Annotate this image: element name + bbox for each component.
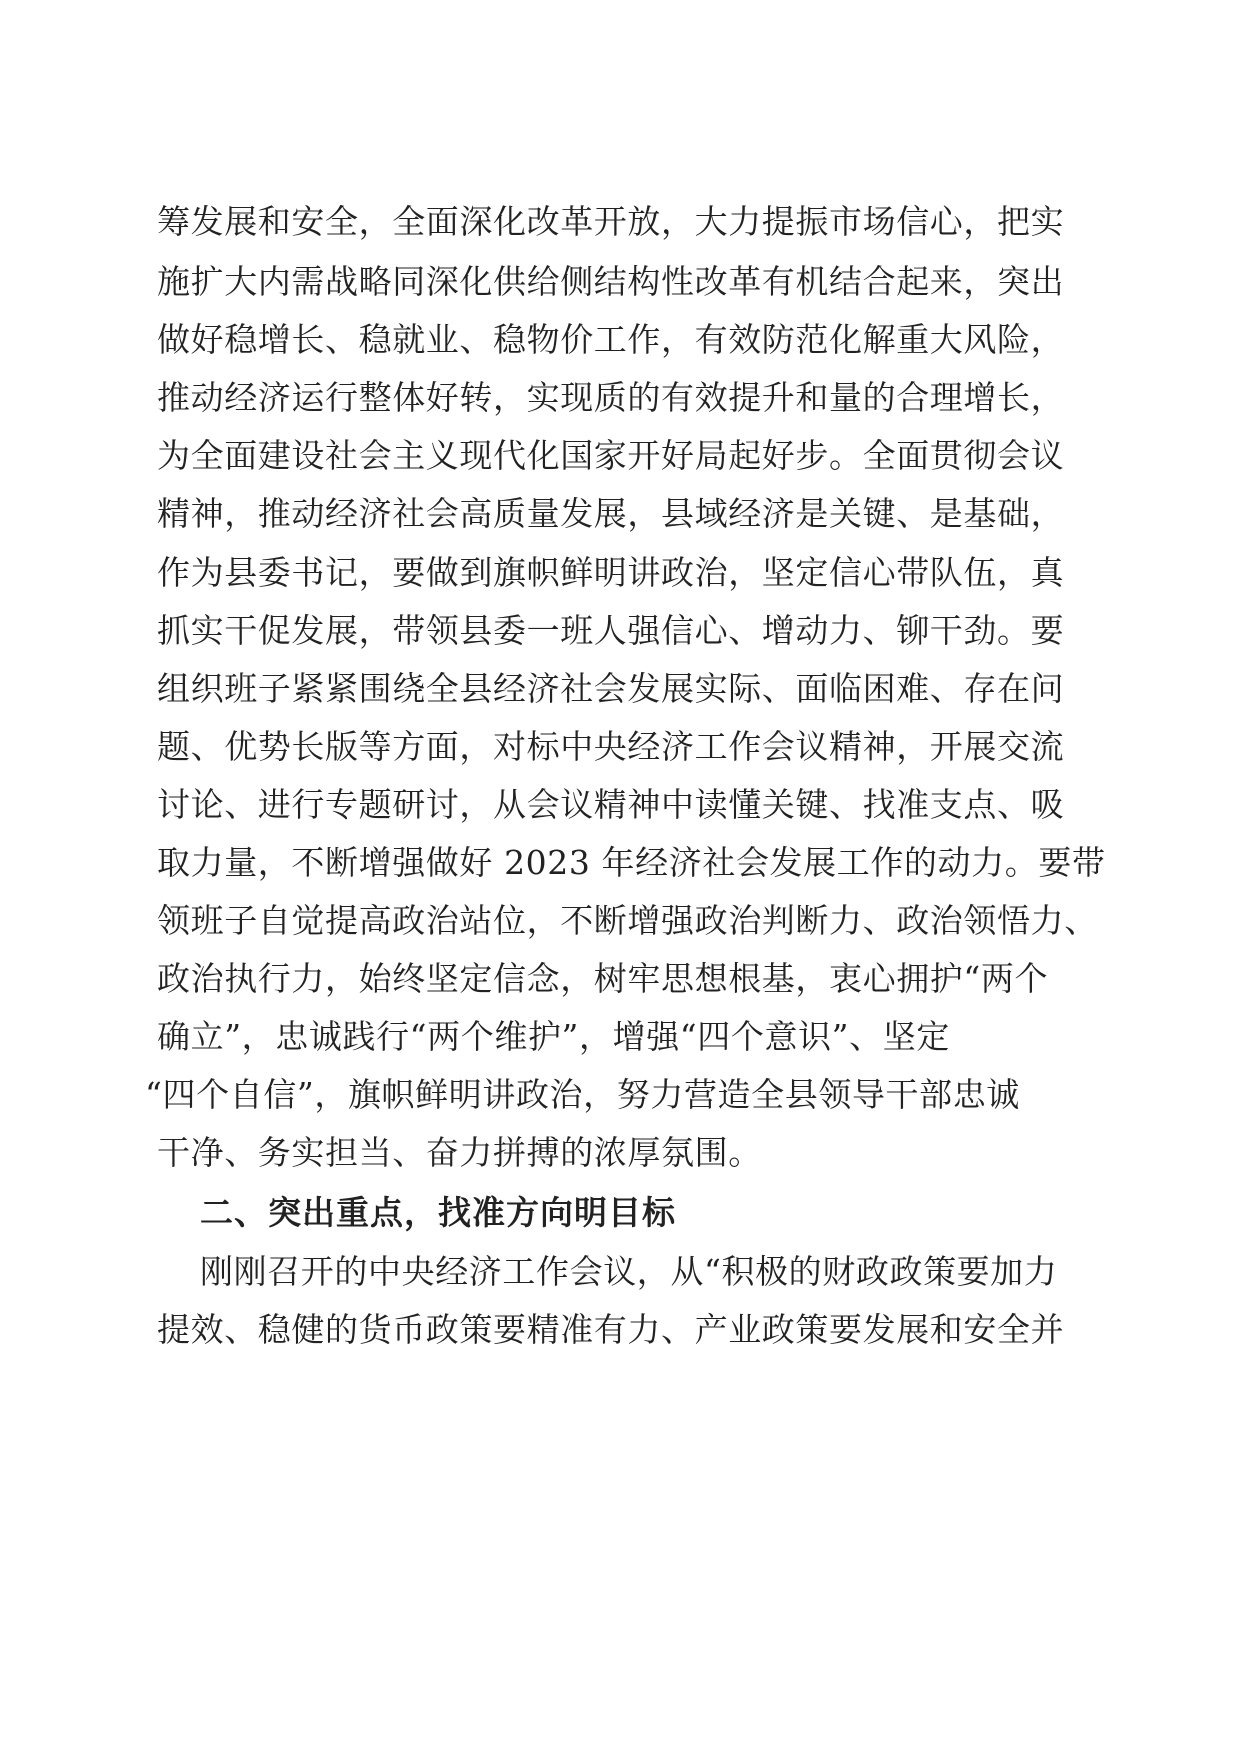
paragraph-line: 作为县委书记，要做到旗帜鲜明讲政治，坚定信心带队伍，真 — [157, 553, 1065, 592]
paragraph-line: 筹发展和安全，全面深化改革开放，大力提振市场信心，把实 — [157, 202, 1065, 241]
paragraph-line: 做好稳增长、稳就业、稳物价工作，有效防范化解重大风险， — [157, 320, 1065, 359]
paragraph-line: 刚刚召开的中央经济工作会议，从“积极的财政政策要加力 — [200, 1252, 1058, 1291]
paragraph-line: 抓实干促发展，带领县委一班人强信心、增动力、铆干劲。要 — [157, 611, 1065, 650]
paragraph-line: 讨论、进行专题研讨，从会议精神中读懂关键、找准支点、吸 — [157, 785, 1065, 824]
paragraph-line: 提效、稳健的货币政策要精准有力、产业政策要发展和安全并 — [157, 1310, 1065, 1349]
paragraph-line: “四个自信”，旗帜鲜明讲政治，努力营造全县领导干部忠诚 — [145, 1075, 1020, 1114]
paragraph-line: 政治执行力，始终坚定信念，树牢思想根基，衷心拥护“两个 — [157, 959, 1049, 998]
paragraph-line: 组织班子紧紧围绕全县经济社会发展实际、面临困难、存在问 — [157, 669, 1065, 708]
paragraph-line: 取力量，不断增强做好 2023 年经济社会发展工作的动力。要带 — [157, 843, 1106, 882]
paragraph-line: 推动经济运行整体好转，实现质的有效提升和量的合理增长， — [157, 378, 1065, 417]
paragraph-line: 干净、务实担当、奋力拼搏的浓厚氛围。 — [157, 1133, 762, 1172]
paragraph-line: 题、优势长版等方面，对标中央经济工作会议精神，开展交流 — [157, 727, 1065, 766]
section-heading: 二、突出重点，找准方向明目标 — [200, 1193, 676, 1232]
paragraph-line: 确立”，忠诚践行“两个维护”，增强“四个意识”、坚定 — [157, 1017, 950, 1056]
paragraph-line: 精神，推动经济社会高质量发展，县域经济是关键、是基础， — [157, 494, 1065, 533]
paragraph-line: 领班子自觉提高政治站位，不断增强政治判断力、政治领悟力、 — [157, 901, 1098, 940]
paragraph-line: 施扩大内需战略同深化供给侧结构性改革有机结合起来，突出 — [157, 262, 1065, 301]
paragraph-line: 为全面建设社会主义现代化国家开好局起好步。全面贯彻会议 — [157, 436, 1065, 475]
